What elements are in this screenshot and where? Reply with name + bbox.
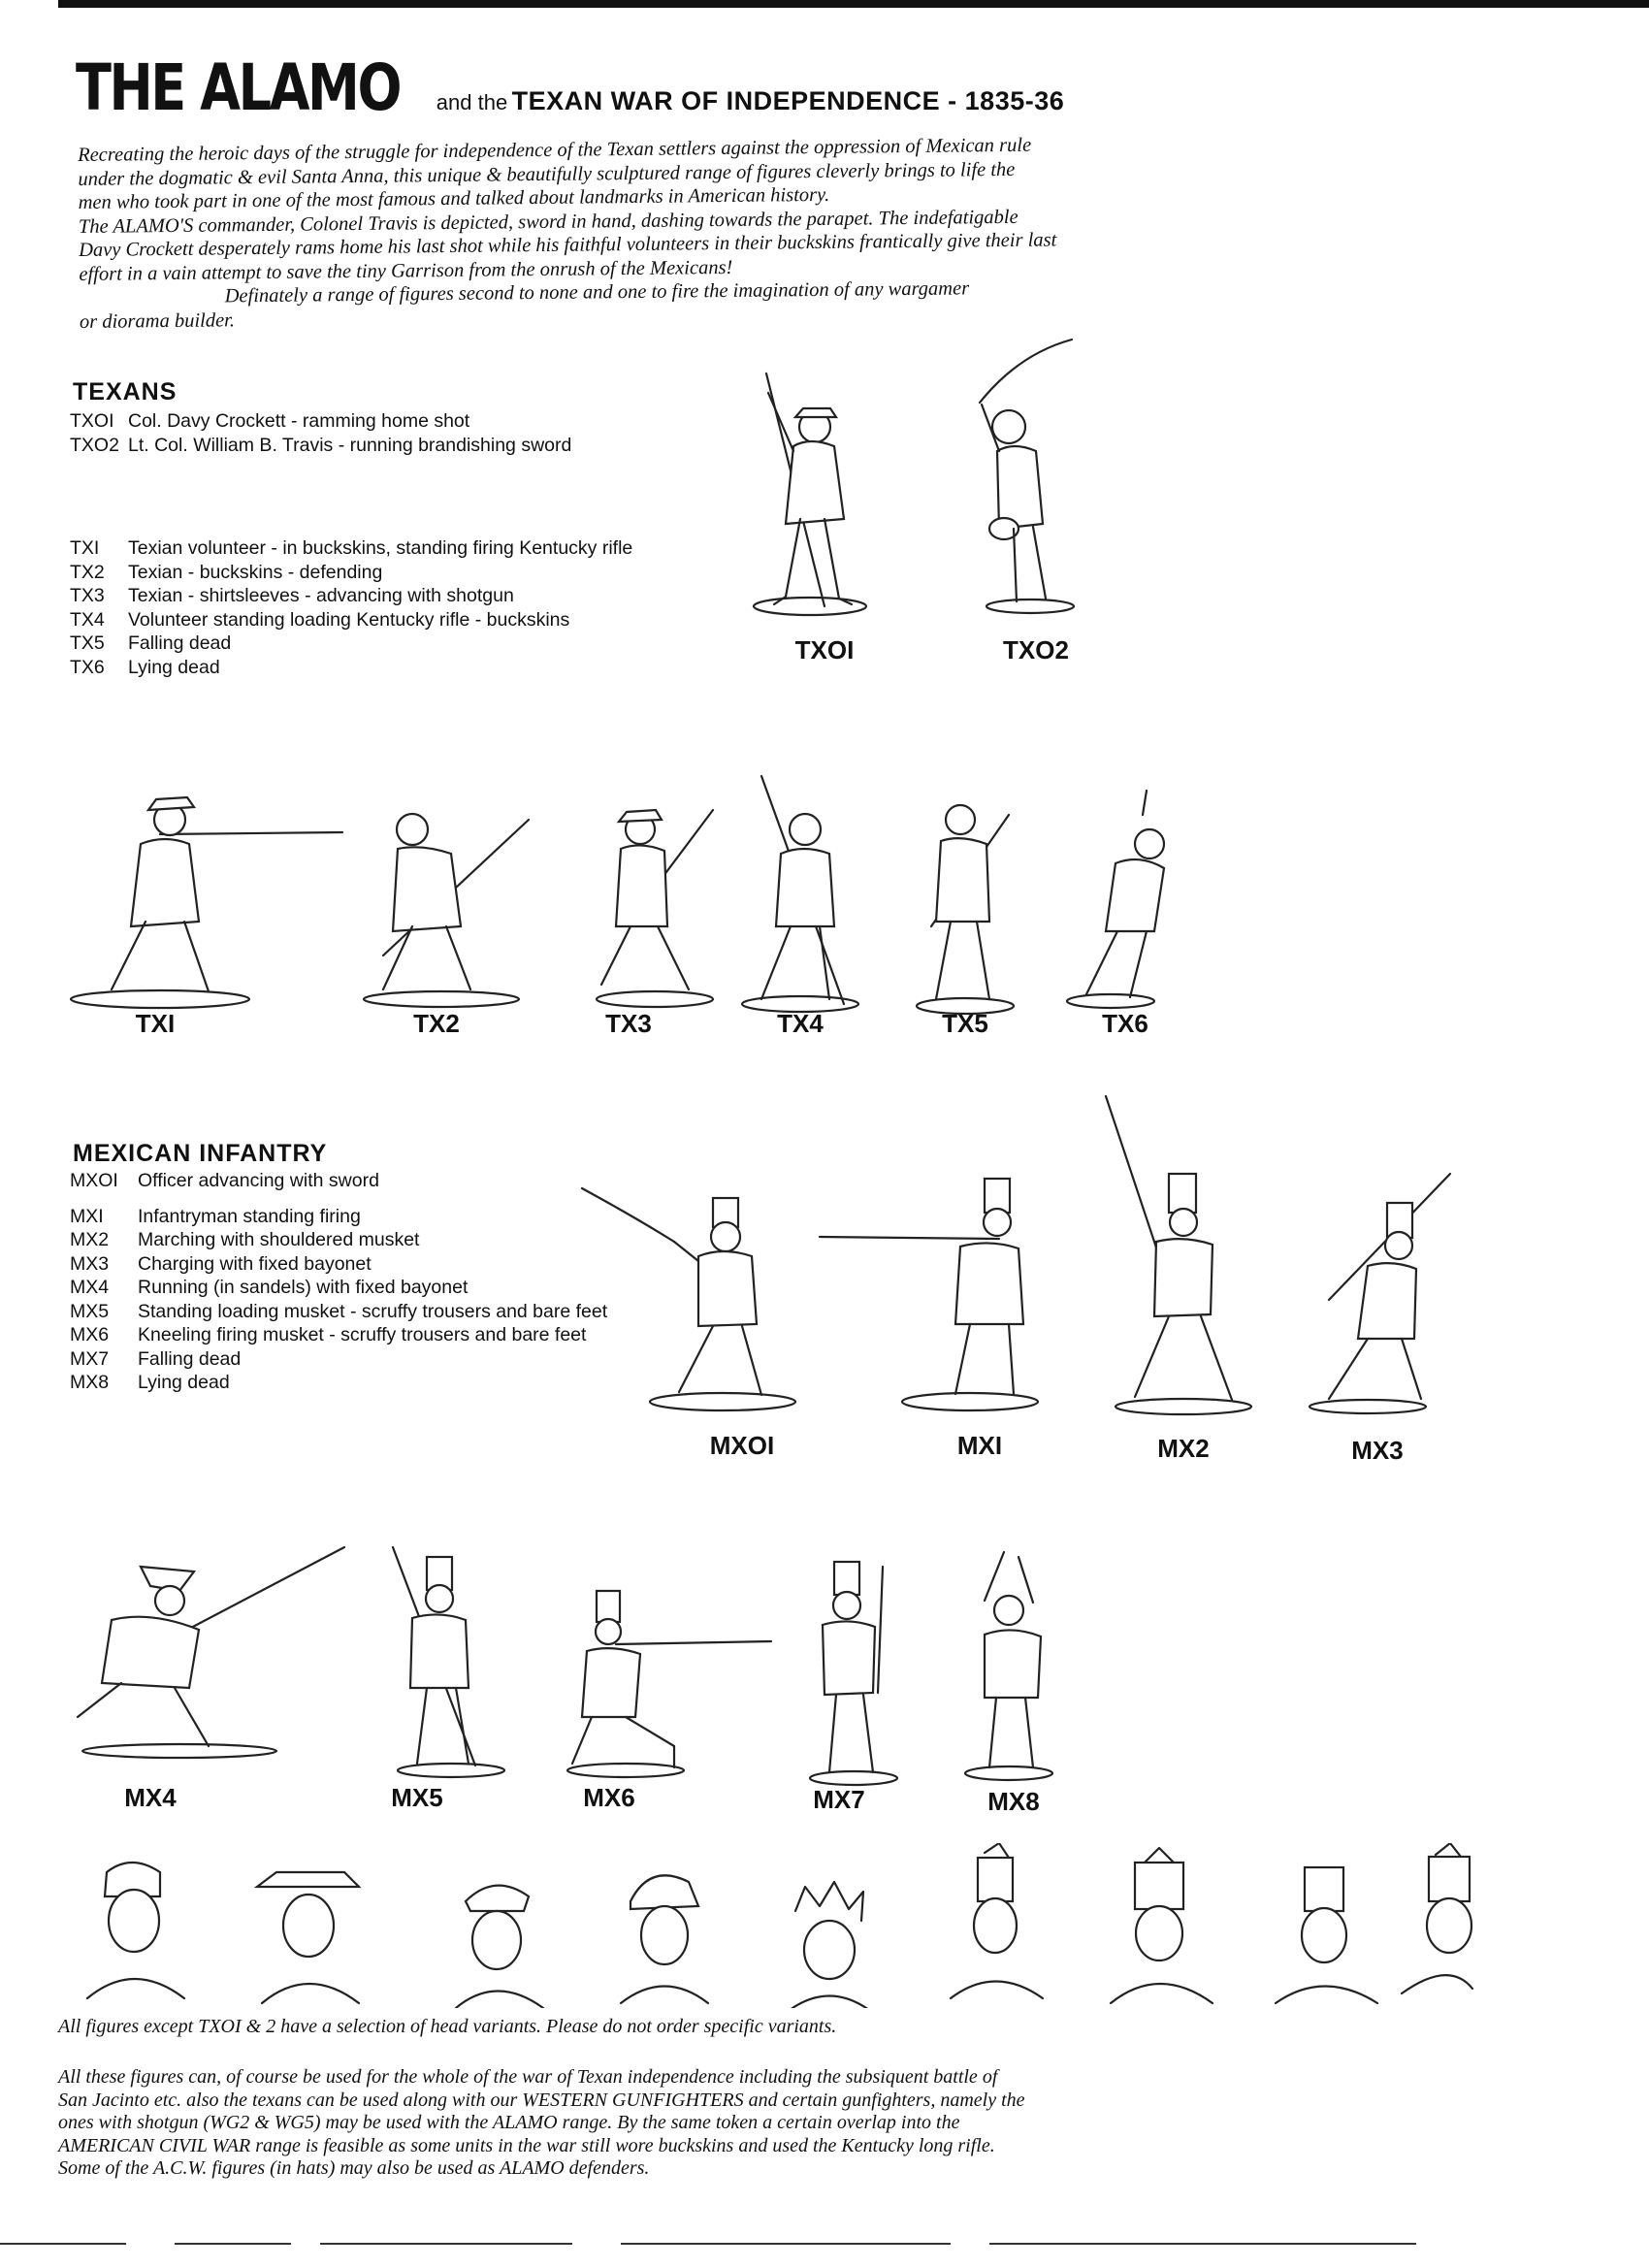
figure-mx4-illustration [63,1542,354,1770]
head-variant [257,1872,359,2003]
item-code: MX8 [70,1372,110,1393]
intro-line: Davy Crockett desperately rams home his last shot while his faithful volunteers in their buckskins frantically give their last [79,229,1057,261]
figure-mx8-illustration [955,1542,1072,1790]
head-variant [456,1886,543,2008]
figure-tx5-illustration [907,781,1023,1023]
list-item [70,409,632,434]
intro-paragraph [78,132,1185,334]
page-title [76,50,1064,125]
figure-mx2-illustration [1086,1091,1261,1426]
figure-tx6-illustration [1057,786,1183,1019]
figure-tx2-illustration [344,791,538,1019]
list-item [70,632,632,656]
item-code: MXI [70,1205,104,1227]
figure-mx5-illustration [373,1542,509,1790]
head-variant [1402,1843,1472,1993]
figure-label-tx2: TX2 [413,1009,460,1038]
note-line: AMERICAN CIVIL WAR range is feasible as some units in the war still wore buckskins and used the Kentucky long rifle. [58,2134,995,2156]
bottom-rule [320,2243,572,2245]
item-code: MX5 [70,1300,110,1322]
item-desc: Charging with fixed bayonet [138,1252,372,1275]
item-desc: Lying dead [138,1372,230,1393]
figure-label-tx5: TX5 [942,1009,988,1038]
head-variant [951,1843,1043,1998]
note-line: ones with shotgun (WG2 & WG5) may be used with the ALAMO range. By the same token a certain overlap into the [58,2112,960,2133]
figure-label-txo2: TXO2 [1003,635,1069,664]
figure-mx6-illustration [558,1581,781,1790]
list-spacer [70,457,632,536]
list-item [70,1205,607,1229]
figure-label-tx6: TX6 [1102,1009,1148,1038]
figure-mx7-illustration [795,1557,912,1795]
item-desc: Falling dead [128,632,232,654]
list-item [70,608,632,632]
item-code: MX3 [70,1252,110,1275]
top-border [58,0,1649,8]
figure-txo1-illustration [747,373,873,626]
list-item [70,584,632,608]
intro-line: men who took part in one of the most famous and talked about landmarks in American history. [78,183,830,213]
title-main: THE ALAMO [76,50,401,125]
figure-label-tx3: TX3 [605,1009,652,1038]
list-item [70,1252,607,1277]
intro-line: Definately a range of figures second to none and one to fire the imagination of any wargamer [224,277,970,308]
bottom-rule [989,2243,1416,2245]
figure-label-tx4: TX4 [777,1009,824,1038]
item-code: TX4 [70,608,105,631]
figure-label-txo1: TXOI [794,635,855,664]
head-variant [786,1882,873,2008]
figure-label-mx1: MXI [956,1431,1003,1460]
intro-line: under the dogmatic & evil Santa Anna, this unique & beautifully sculptured range of figures cleverly brings to life the [78,158,1016,190]
figure-mx1-illustration [815,1159,1048,1421]
item-desc: Texian volunteer - in buckskins, standing firing Kentucky rifle [128,537,633,559]
texans-heading: TEXANS [73,378,178,405]
list-item [70,1169,607,1193]
item-code: TXOI [70,410,114,432]
list-item [70,656,632,680]
item-desc: Running (in sandels) with fixed bayonet [138,1277,469,1298]
figure-label-mx2: MX2 [1157,1434,1210,1463]
intro-line: or diorama builder. [79,308,236,333]
figure-label-mx4: MX4 [124,1783,177,1812]
figure-label-mx3: MX3 [1351,1436,1404,1465]
item-desc: Col. Davy Crockett - ramming home shot [128,410,470,432]
bottom-rule [175,2243,291,2245]
mexican-list [70,1169,607,1395]
item-desc: Kneeling firing musket - scruffy trousers and bare feet [138,1324,587,1345]
list-item [70,1228,607,1252]
mexican-infantry-heading: MEXICAN INFANTRY [73,1140,328,1167]
intro-line: effort in a vain attempt to save the tiny Garrison from the onrush of the Mexicans! [79,256,733,285]
item-code: TXO2 [70,434,119,456]
list-item [70,1323,607,1347]
list-item [70,1300,607,1324]
head-variant [1111,1848,1212,2003]
figure-mx3-illustration [1300,1145,1455,1426]
usage-note [58,2066,1183,2181]
note-line: All these figures can, of course be used for the whole of the war of Texan independence including the subsiquent battle of [58,2066,998,2088]
item-desc: Officer advancing with sword [138,1170,379,1191]
title-subtitle: TEXAN WAR OF INDEPENDENCE - 1835-36 [511,86,1065,115]
figure-tx1-illustration [63,766,344,1019]
item-code: MX4 [70,1277,110,1298]
title-connector: and the [436,90,508,114]
item-desc: Lying dead [128,656,220,678]
note-line: San Jacinto etc. also the texans can be used along with our WESTERN GUNFIGHTERS and certain gunfighters, namely the [58,2089,1025,2111]
item-desc: Marching with shouldered musket [138,1229,420,1250]
figure-tx3-illustration [582,791,718,1019]
figure-label-tx1: TXI [135,1009,176,1038]
head-variants-row [78,1843,1474,2013]
item-code: MX7 [70,1347,110,1370]
item-code: MX6 [70,1324,110,1345]
head-variant-note [58,2016,1183,2039]
list-spacer [70,1193,607,1205]
item-code: TXI [70,537,100,559]
item-desc: Volunteer standing loading Kentucky rifle - buckskins [128,608,570,631]
item-code: TX2 [70,561,105,583]
texans-list [70,409,632,679]
note-line: All figures except TXOI & 2 have a selection of head variants. Please do not order specific variants. [58,2016,837,2037]
item-desc: Falling dead [138,1347,242,1370]
figure-txo2-illustration [960,335,1086,621]
note-line: Some of the A.C.W. figures (in hats) may also be used as ALAMO defenders. [58,2157,650,2179]
intro-line: The ALAMO'S commander, Colonel Travis is depicted, sword in hand, dashing towards the parapet. The indefatigable [78,206,1018,238]
head-variant [621,1875,708,2003]
item-code: TX5 [70,632,105,654]
item-desc: Lt. Col. William B. Travis - running brandishing sword [128,434,572,456]
item-desc: Texian - buckskins - defending [128,561,383,583]
figure-label-mx7: MX7 [813,1785,865,1814]
figure-mxo1-illustration [577,1159,829,1421]
item-code: TX6 [70,656,105,678]
list-item [70,1347,607,1372]
item-desc: Standing loading musket - scruffy trousers and bare feet [138,1300,608,1322]
figure-label-mx8: MX8 [987,1787,1040,1816]
figure-label-mx6: MX6 [583,1783,635,1812]
item-desc: Texian - shirtsleeves - advancing with shotgun [128,585,514,606]
figure-label-mx5: MX5 [391,1783,443,1812]
figure-label-mxo1: MXOI [709,1431,775,1460]
list-item [70,561,632,585]
list-item [70,1371,607,1395]
intro-line: Recreating the heroic days of the struggle for independence of the Texan settlers against the oppression of Mexican rule [78,134,1032,166]
head-variant [1276,1867,1377,2003]
figure-tx4-illustration [737,771,863,1023]
bottom-rule [0,2243,126,2245]
bottom-rule [621,2243,951,2245]
item-desc: Infantryman standing firing [138,1205,361,1227]
item-code: MXOI [70,1170,118,1191]
list-item [70,536,632,561]
item-code: TX3 [70,585,105,606]
item-code: MX2 [70,1229,110,1250]
head-variant [87,1863,184,1998]
list-item [70,434,632,458]
list-item [70,1276,607,1300]
